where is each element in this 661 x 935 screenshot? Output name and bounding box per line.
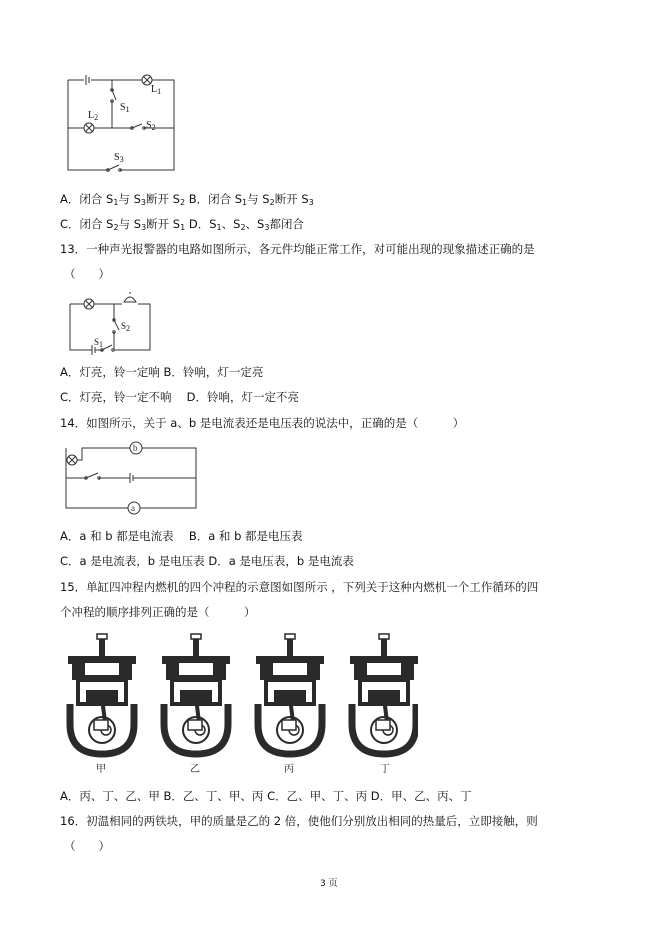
- q14-options-line1: A．a 和 b 都是电流表 B．a 和 b 都是电压表: [60, 529, 303, 543]
- q13-stem-line1: 13．一种声光报警器的电路如图所示，各元件均能正常工作，对可能出现的现象描述正确的是: [60, 242, 535, 256]
- q14-meter-b-label: b: [133, 443, 138, 453]
- q13-options-line1: A．灯亮，铃一定响 B．铃响，灯一定亮: [60, 365, 264, 379]
- q15-engine-label-2: 乙: [190, 764, 200, 775]
- q12-label-S3: $S_3$: [114, 152, 124, 164]
- page-number: 3 页: [320, 879, 338, 889]
- q13-options-line2: C．灯亮，铃一定不响 D．铃响，灯一定不亮: [60, 390, 300, 404]
- q13-stem-line2: （ ）: [64, 267, 110, 281]
- q12-label-L1: $L_1$: [151, 84, 162, 96]
- q13-label-S1: S1: [94, 337, 104, 349]
- q15-engine-label-4: 丁: [380, 764, 390, 775]
- q15-engine-label-3: 丙: [284, 764, 294, 775]
- q13-circuit-figure: [66, 290, 166, 356]
- q15-stem-line2: 个冲程的顺序排列正确的是（ ）: [60, 605, 256, 619]
- q15-stem-line1: 15．单缸四冲程内燃机的四个冲程的示意图如图所示 ，下列关于这种内燃机一个工作循环的四: [60, 580, 539, 594]
- q12-label-L2: $L_2$: [88, 110, 99, 122]
- q13-label-S2: S2: [121, 321, 131, 333]
- q12-options-line2: C．闭合 $S_2$与 $S_3$断开 $S_1$ D．$S_1$、$S_2$、$S_3$都闭合: [60, 217, 304, 232]
- q15-options: A．丙、丁、乙、甲 B．乙、丁、甲、丙 C．乙、甲、丁、丙 D．甲、乙、丙、丁: [60, 789, 472, 803]
- q14-stem: 14．如图所示，关于 a、b 是电流表还是电压表的说法中，正确的是（ ）: [60, 416, 465, 430]
- q16-stem-line1: 16．初温相同的两铁块，甲的质量是乙的 2 倍，使他们分别放出相同的热量后，立即接触，则: [60, 814, 538, 828]
- q16-stem-line2: （ ）: [64, 839, 110, 853]
- q14-options-line2: C．a 是电流表，b 是电压表 D．a 是电压表，b 是电流表: [60, 554, 354, 568]
- q14-circuit-figure: [62, 440, 202, 516]
- q12-options-line1: A．闭合 $S_1$与 $S_3$断开 $S_2$ B．闭合 $S_1$与 $S_2$断开 $S_3$: [60, 192, 314, 207]
- q12-label-S1: $S_1$: [120, 102, 130, 114]
- q15-engine-figures: [58, 632, 418, 762]
- q14-meter-a-label: a: [131, 503, 135, 513]
- q15-engine-label-1: 甲: [96, 764, 106, 775]
- q12-label-S2: $S_2$: [146, 120, 156, 132]
